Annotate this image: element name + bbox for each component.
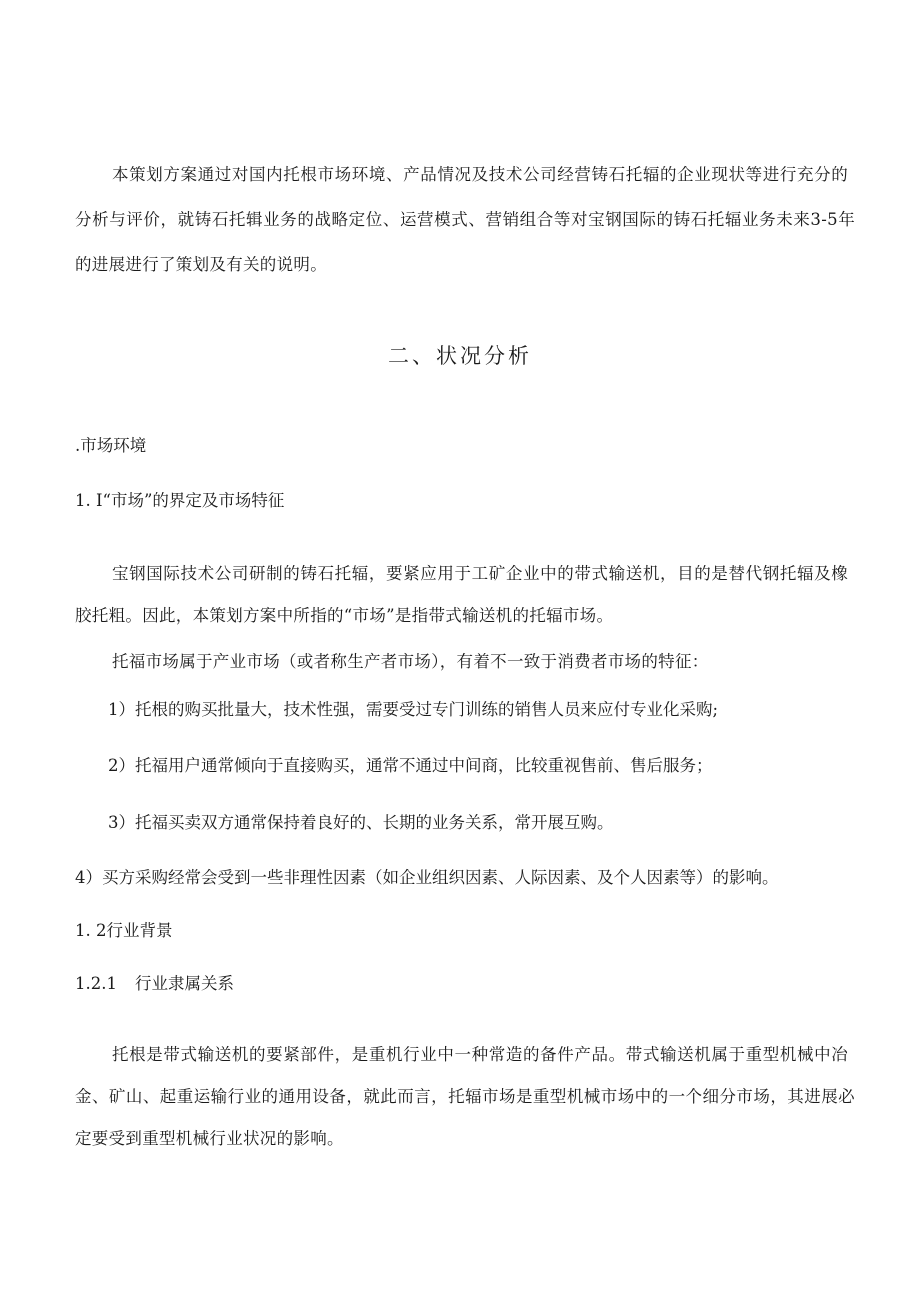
market-para2: 托福市场属于产业市场（或者称生产者市场），有着不一致于消费者市场的特征：	[112, 652, 709, 671]
intro-line-1: 本策划方案通过对国内托根市场环境、产品情况及技术公司经营铸石托辐的企业现状等进行充分的	[112, 165, 848, 184]
list-item: 3）托福买卖双方通常保持着良好的、长期的业务关系，常开展互购。	[108, 813, 614, 832]
market-para1-line-2: 胶托粗。因此，本策划方案中所指的“市场”是指带式输送机的托辐市场。	[75, 606, 614, 625]
market-para1-line-1: 宝钢国际技术公司研制的铸石托辐，要紧应用于工矿企业中的带式输送机，目的是替代钢托辐及橡	[112, 564, 848, 583]
industry-heading: 1. 2行业背景	[75, 921, 173, 940]
industry-sub-number: 1.2.1	[75, 974, 117, 993]
industry-sub-heading	[75, 974, 234, 994]
industry-para-line-2: 金、矿山、起重运输行业的通用设备，就此而言，托辐市场是重型机械市场中的一个细分市场，其进展必	[75, 1087, 855, 1106]
section-title: 二、状况分析	[388, 344, 532, 368]
market-heading: .市场环境	[75, 436, 147, 455]
market-sub-heading: 1. I“市场”的界定及市场特征	[75, 491, 285, 510]
list-item: 4）买方采购经常会受到一些非理性因素（如企业组织因素、人际因素、及个人因素等）的影响。	[75, 868, 779, 887]
industry-para-line-3: 定要受到重型机械行业状况的影响。	[75, 1129, 344, 1148]
intro-line-3: 的进展进行了策划及有关的说明。	[75, 255, 327, 274]
list-item: 1）托根的购买批量大，技术性强，需要受过专门训练的销售人员来应付专业化采购;	[108, 700, 719, 719]
industry-sub-title: 行业隶属关系	[135, 974, 234, 993]
list-item: 2）托福用户通常倾向于直接购买，通常不通过中间商，比较重视售前、售后服务；	[108, 756, 713, 775]
intro-line-2: 分析与评价，就铸石托辑业务的战略定位、运营模式、营销组合等对宝钢国际的铸石托辐业务未来3-5年	[75, 210, 855, 229]
industry-para-line-1: 托根是带式输送机的要紧部件，是重机行业中一种常造的备件产品。带式输送机属于重型机械中冶	[112, 1045, 848, 1064]
